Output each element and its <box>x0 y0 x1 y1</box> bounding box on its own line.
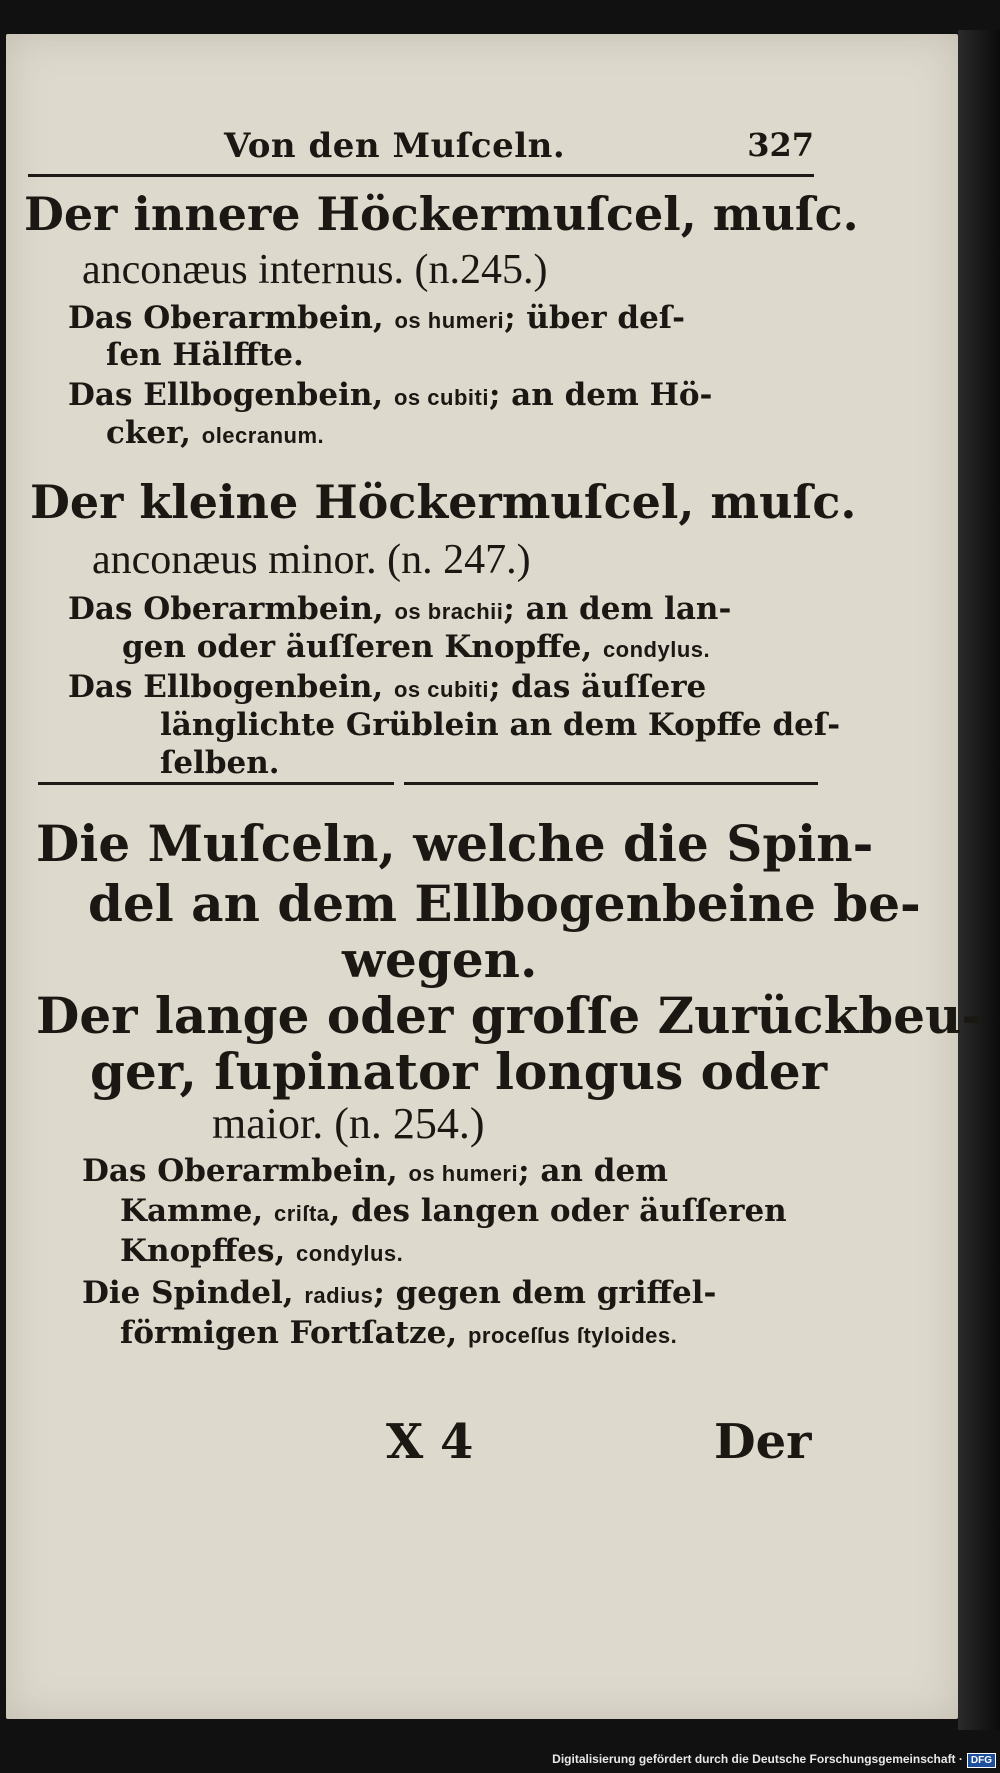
text-run: ſelben. <box>160 745 280 781</box>
latin-term: olecranum. <box>201 423 325 448</box>
text-run: ſen Hälffte. <box>106 337 304 373</box>
entry1-heading-line1: Der innere Höckermuſcel, muſc. <box>24 187 859 241</box>
entry2-line3 <box>68 668 706 709</box>
latin-term: criſta <box>273 1201 330 1226</box>
section-entry-line4 <box>82 1274 716 1315</box>
text-run: Das Ellbogenbein, <box>68 377 394 413</box>
text-run: ; gegen dem griffel- <box>373 1275 717 1311</box>
text-run: ; an dem lan- <box>503 591 732 627</box>
entry1-line1 <box>68 299 685 340</box>
signature-mark: X 4 <box>386 1414 474 1470</box>
dfg-logo: DFG <box>967 1753 996 1768</box>
section-title-line1: Die Muſceln, welche die Spin- <box>36 814 874 873</box>
page-number: 327 <box>747 126 814 164</box>
text-run: ; das äuſſere <box>488 669 707 705</box>
entry2-heading-line1: Der kleine Höckermuſcel, muſc. <box>30 475 857 529</box>
section-entry-line3 <box>120 1232 403 1273</box>
section-entry-line5 <box>120 1314 677 1355</box>
section-entry-heading-line2: ger, ſupinator longus oder <box>90 1042 828 1101</box>
latin-term: proceſſus ſtyloides. <box>467 1323 678 1348</box>
section-entry-line1 <box>82 1152 668 1193</box>
digitization-footer <box>552 1752 996 1768</box>
section-rule-right <box>404 782 818 785</box>
latin-term: os humeri <box>408 1161 519 1186</box>
latin-term: os cubiti <box>393 677 489 702</box>
section-title-line2: del an dem Ellbogenbeine be- <box>88 874 921 933</box>
latin-term: condylus. <box>602 637 711 662</box>
text-run: , des langen oder äuſſeren <box>329 1193 787 1229</box>
text-run: gen oder äuſſeren Knopffe, <box>122 629 603 665</box>
latin-term: os brachii <box>394 599 504 624</box>
entry2-line2 <box>122 628 710 669</box>
text-run: Das Oberarmbein, <box>82 1153 409 1189</box>
running-title: Von den Muſceln. <box>224 126 566 166</box>
text-run: Kamme, <box>120 1193 274 1229</box>
section-entry-line2 <box>120 1192 787 1233</box>
text-run: ; über deſ- <box>504 300 686 336</box>
section-entry-heading-line3: maior. (n. 254.) <box>212 1099 485 1148</box>
text-run: ; an dem Hö- <box>488 377 713 413</box>
entry2-line5 <box>160 744 280 782</box>
catchword: Der <box>714 1414 812 1470</box>
section-title-line3: wegen. <box>342 930 538 989</box>
text-run: Das Oberarmbein, <box>68 591 395 627</box>
entry1-heading-line2: anconæus internus. (n.245.) <box>82 247 548 293</box>
text-run: förmigen Fortſatze, <box>120 1315 468 1351</box>
section-rule-left <box>38 782 394 785</box>
text-run: Knopffes, <box>120 1233 297 1269</box>
latin-term: os cubiti <box>393 385 489 410</box>
entry1-line4 <box>106 414 324 455</box>
text-run: cker, <box>106 415 202 451</box>
text-run: Das Oberarmbein, <box>68 300 395 336</box>
text-run: Die Spindel, <box>82 1275 305 1311</box>
text-run: Das Ellbogenbein, <box>68 669 394 705</box>
entry1-line2 <box>106 336 304 374</box>
entry2-line4 <box>160 706 840 744</box>
latin-term: os humeri <box>394 308 505 333</box>
book-page <box>6 34 983 1719</box>
text-run: länglichte Grüblein an dem Kopffe deſ- <box>160 707 841 743</box>
book-spine <box>958 30 1000 1730</box>
latin-term: condylus. <box>296 1241 404 1266</box>
entry2-heading-line2: anconæus minor. (n. 247.) <box>92 537 531 583</box>
running-head <box>24 126 814 176</box>
section-entry-heading-line1: Der lange oder groſſe Zurückbeu- <box>36 986 983 1045</box>
text-run: ; an dem <box>518 1153 668 1189</box>
head-rule <box>28 174 814 177</box>
latin-term: radius <box>304 1283 374 1308</box>
entry2-line1 <box>68 590 731 631</box>
footer-text: Digitalisierung gefördert durch die Deutsche Forschungsgemeinschaft · <box>552 1752 963 1766</box>
entry1-line3 <box>68 376 712 417</box>
